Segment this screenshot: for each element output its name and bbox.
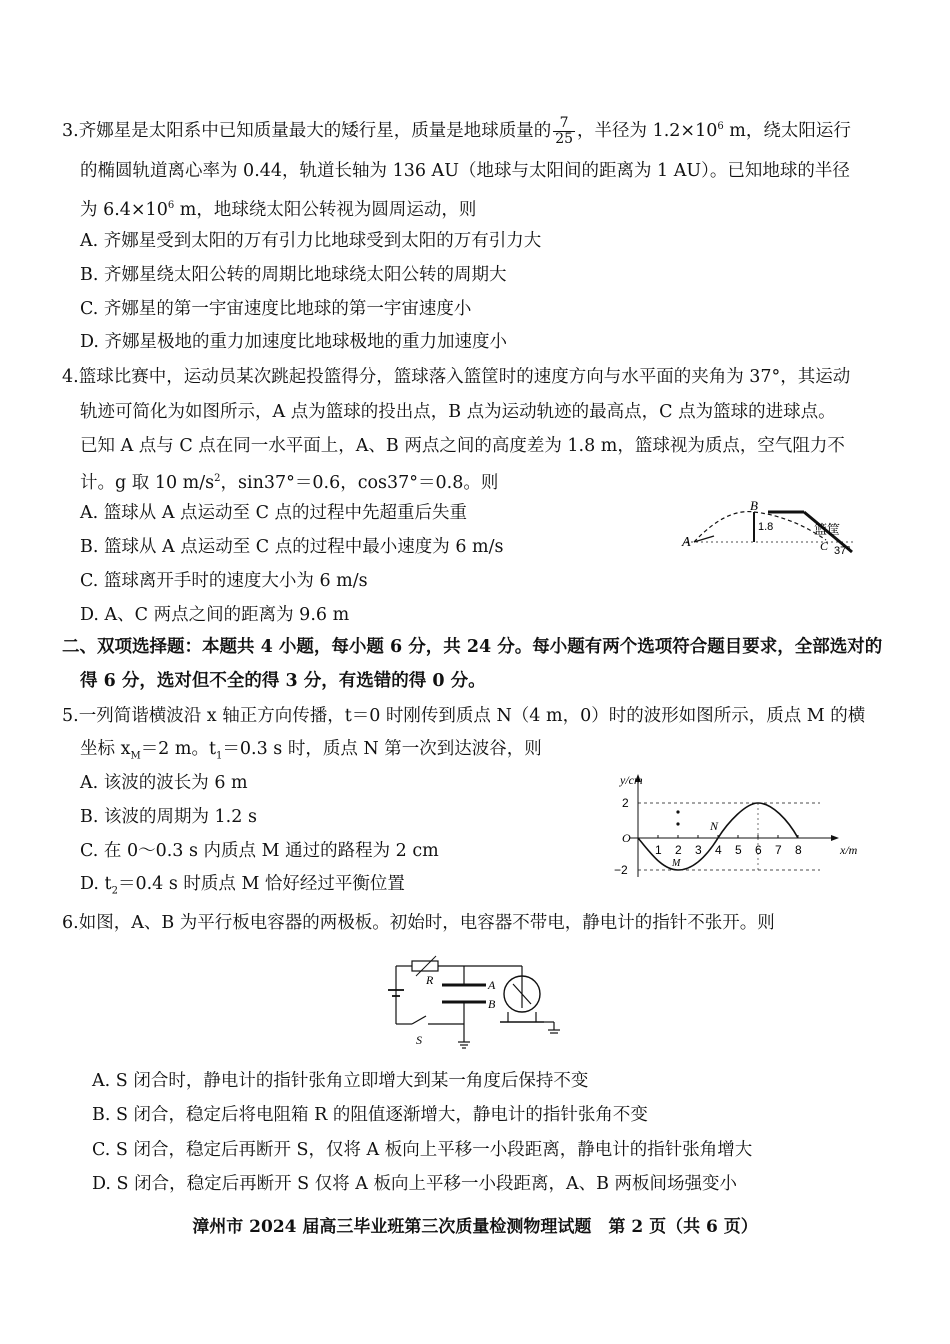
- x-tick-label: 1: [655, 843, 662, 857]
- q5-stem-line2: 坐标 $x_M=2$ m。$t_1=0.3$ s 时，质点 N 第一次到达波谷，则: [80, 739, 542, 762]
- q4-stem-line3: 已知 A 点与 C 点在同一水平面上，A、B 两点之间的高度差为 1.8 m，篮球视为质点，空气阻力不: [80, 436, 845, 456]
- q6-stem: 6.如图，A、B 为平行板电容器的两极板。初始时，电容器不带电，静电计的指针不张开。则: [62, 913, 775, 933]
- mass-fraction: $\frac{7}{25}$: [555, 115, 574, 147]
- page-footer: 漳州市 2024 届高三毕业班第三次质量检测物理试题 第 2 页（共 6 页）: [192, 1217, 758, 1237]
- point-b-label: B: [750, 498, 758, 513]
- plate-a-label: A: [488, 978, 496, 992]
- x-axis-label: x/m: [840, 843, 858, 857]
- trajectory-path: [694, 512, 754, 542]
- y-axis-label: y/cm: [620, 773, 643, 787]
- section2-heading-line2: 得 6 分，选对但不全的得 3 分，有选错的得 0 分。: [80, 671, 486, 691]
- q6-option-d: D. S 闭合，稳定后再断开 S 仅将 A 板向上平移一小段距离，A、B 两板间场强变小: [92, 1174, 738, 1194]
- q3-stem-line1: 3.齐娜星是太阳系中已知质量最大的矮行星，质量是地球质量的 $\frac{7}{25}$ ，半径为 $1.2\times 10^6$ m，绕太阳运行: [62, 115, 851, 147]
- q5-option-a: A. 该波的波长为 6 m: [80, 773, 248, 793]
- q3-option-d: D. 齐娜星极地的重力加速度比地球极地的重力加速度小: [80, 332, 508, 352]
- basketball-trajectory-figure: [676, 498, 856, 560]
- q4-option-b: B. 篮球从 A 点运动至 C 点的过程中最小速度为 6 m/s: [80, 537, 504, 557]
- origin-label: O: [622, 831, 631, 845]
- x-tick-label: 6: [755, 843, 762, 857]
- x-tick-label: 5: [735, 843, 742, 857]
- q5-option-b: B. 该波的周期为 1.2 s: [80, 807, 257, 827]
- resistor-label: R: [426, 973, 434, 987]
- section2-heading-line1: 二、双项选择题：本题共 4 小题，每小题 6 分，共 24 分。每小题有两个选项符合题目要求，全部选对的: [62, 637, 883, 657]
- x-tick-label: 2: [675, 843, 682, 857]
- q5-option-c: C. 在 0～0.3 s 内质点 M 通过的路程为 2 cm: [80, 841, 439, 861]
- q3-stem-line2: 的椭圆轨道离心率为 0.44，轨道长轴为 136 AU（地球与太阳间的距离为 1 AU）。已知地球的半径: [80, 161, 850, 181]
- capacitor-circuit-figure: [382, 952, 572, 1052]
- q3-option-b: B. 齐娜星绕太阳公转的周期比地球绕太阳公转的周期大: [80, 265, 507, 285]
- launch-arrow: [694, 536, 714, 542]
- marker-dot: [676, 810, 679, 813]
- point-m-label: M: [672, 858, 681, 869]
- q4-option-a: A. 篮球从 A 点运动至 C 点的过程中先超重后失重: [80, 503, 468, 523]
- q4-stem-line4: 计。g 取 10 $m/s^2$，sin37°＝0.6，cos37°＝0.8。则: [80, 472, 499, 493]
- q6-option-c: C. S 闭合，稳定后再断开 S，仅将 A 板向上平移一小段距离，静电计的指针张角增大: [92, 1140, 753, 1160]
- angle-label: 37°: [834, 545, 851, 557]
- y-tick-2: 2: [622, 796, 629, 810]
- q3-option-c: C. 齐娜星的第一宇宙速度比地球的第一宇宙速度小: [80, 299, 472, 319]
- switch-label: S: [416, 1033, 422, 1047]
- q4-option-d: D. A、C 两点之间的距离为 9.6 m: [80, 605, 350, 625]
- x-tick-label: 7: [775, 843, 782, 857]
- q3-option-a: A. 齐娜星受到太阳的万有引力比地球受到太阳的万有引力大: [80, 231, 542, 251]
- q4-stem-line2: 轨迹可简化为如图所示，A 点为篮球的投出点，B 点为运动轨迹的最高点，C 点为篮球的进球点。: [80, 402, 836, 422]
- height-label: 1.8: [758, 521, 774, 533]
- hoop-label: 篮筐: [814, 522, 841, 537]
- resistor-box: [412, 961, 438, 971]
- q5-option-d: D. $t_2=0.4$ s 时质点 M 恰好经过平衡位置: [80, 874, 405, 897]
- q6-option-b: B. S 闭合，稳定后将电阻箱 R 的阻值逐渐增大，静电计的指针张角不变: [92, 1105, 648, 1125]
- switch-blade: [412, 1016, 426, 1024]
- point-a-label: A: [682, 535, 691, 550]
- point-c-label: C: [820, 539, 829, 553]
- wave-figure: [610, 772, 860, 884]
- plate-b-label: B: [488, 997, 496, 1011]
- q4-option-c: C. 篮球离开手时的速度大小为 6 m/s: [80, 571, 368, 591]
- x-axis-arrow: [831, 835, 839, 841]
- x-tick-label: 3: [695, 843, 702, 857]
- q5-stem-line1: 5.一列简谐横波沿 x 轴正方向传播，t＝0 时刚传到质点 N（4 m，0）时的波形如图所示，质点 M 的横: [62, 706, 866, 726]
- q6-option-a: A. S 闭合时，静电计的指针张角立即增大到某一角度后保持不变: [92, 1071, 589, 1091]
- q4-stem-line1: 4.篮球比赛中，运动员某次跳起投篮得分，篮球落入篮筐时的速度方向与水平面的夹角为 37°，其运动: [62, 367, 851, 387]
- q3-stem-line3: 为 $6.4\times 10^6$ m，地球绕太阳公转视为圆周运动，则: [80, 199, 477, 220]
- x-tick-label: 8: [795, 843, 802, 857]
- point-n-label: N: [710, 819, 719, 833]
- x-tick-label: 4: [715, 843, 722, 857]
- y-tick-neg2: −2: [614, 863, 628, 877]
- marker-dot: [676, 822, 679, 825]
